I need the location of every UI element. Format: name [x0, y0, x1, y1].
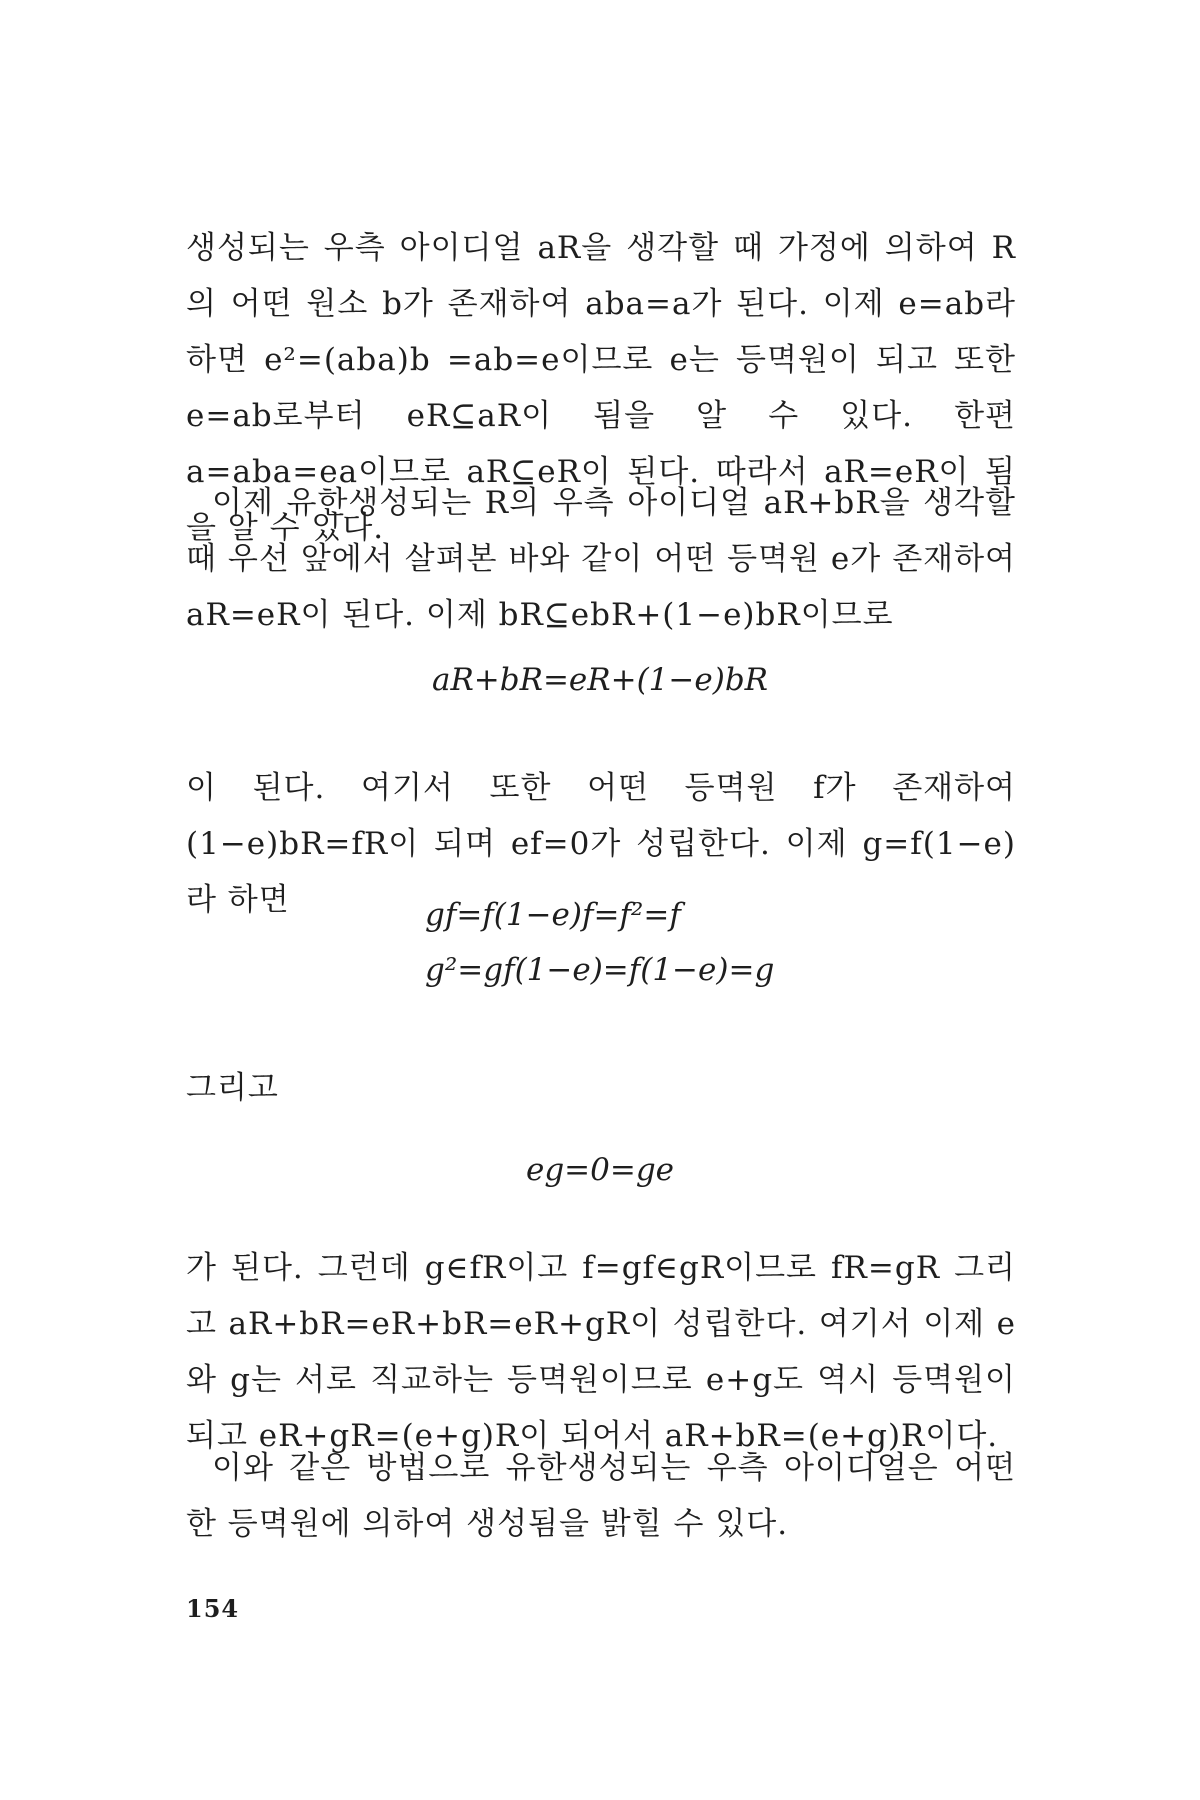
paragraph-summary: 이와 같은 방법으로 유한생성되는 우측 아이디얼은 어떤 한 등멱원에 의하여 생성됨을 밝힐 수 있다.	[186, 1450, 1016, 1542]
page-number: 154	[186, 1594, 240, 1623]
paragraph-idempotent-f: 이 된다. 여기서 또한 어떤 등멱원 f가 존재하여 (1−e)bR=fR이 되며 ef=0가 성립한다. 이제 g=f(1−e)라 하면	[186, 770, 1016, 918]
equation-orthogonal: eg=0=ge	[525, 1152, 675, 1188]
equation-g-squared: g²=gf(1−e)=f(1−e)=g	[425, 952, 775, 988]
equation-ideal-sum: aR+bR=eR+(1−e)bR	[431, 662, 769, 698]
paragraph-and: 그리고	[186, 1070, 279, 1106]
paragraph-conclusion-sum: 가 된다. 그런데 g∈fR이고 f=gf∈gR이므로 fR=gR 그리고 aR+bR=eR+bR=eR+gR이 성립한다. 여기서 이제 e와 g는 서로 직교하는 등멱원이므로 e+g도 역시 등멱원이 되고 eR+gR=(e+g)R이 되어서 aR+bR=(e+g)R이다.	[186, 1250, 1016, 1454]
paragraph-finitely-generated-ideal: 이제 유한생성되는 R의 우측 아이디얼 aR+bR을 생각할 때 우선 앞에서 살펴본 바와 같이 어떤 등멱원 e가 존재하여 aR=eR이 된다. 이제 bR⊆ebR+(1−e)bR이므로	[186, 485, 1016, 633]
equation-gf: gf=f(1−e)f=f²=f	[425, 897, 681, 933]
paragraph-idempotent-generator: 생성되는 우측 아이디얼 aR을 생각할 때 가정에 의하여 R의 어떤 원소 b가 존재하여 aba=a가 된다. 이제 e=ab라 하면 e²=(aba)b =ab=e이므로 e는 등멱원이 되고 또한 e=ab로부터 eR⊆aR이 됨을 알 수 있다. 한편 a=aba=ea이므로 aR⊆eR이 된다. 따라서 aR=eR이 됨을 알 수 있다.	[186, 230, 1016, 546]
